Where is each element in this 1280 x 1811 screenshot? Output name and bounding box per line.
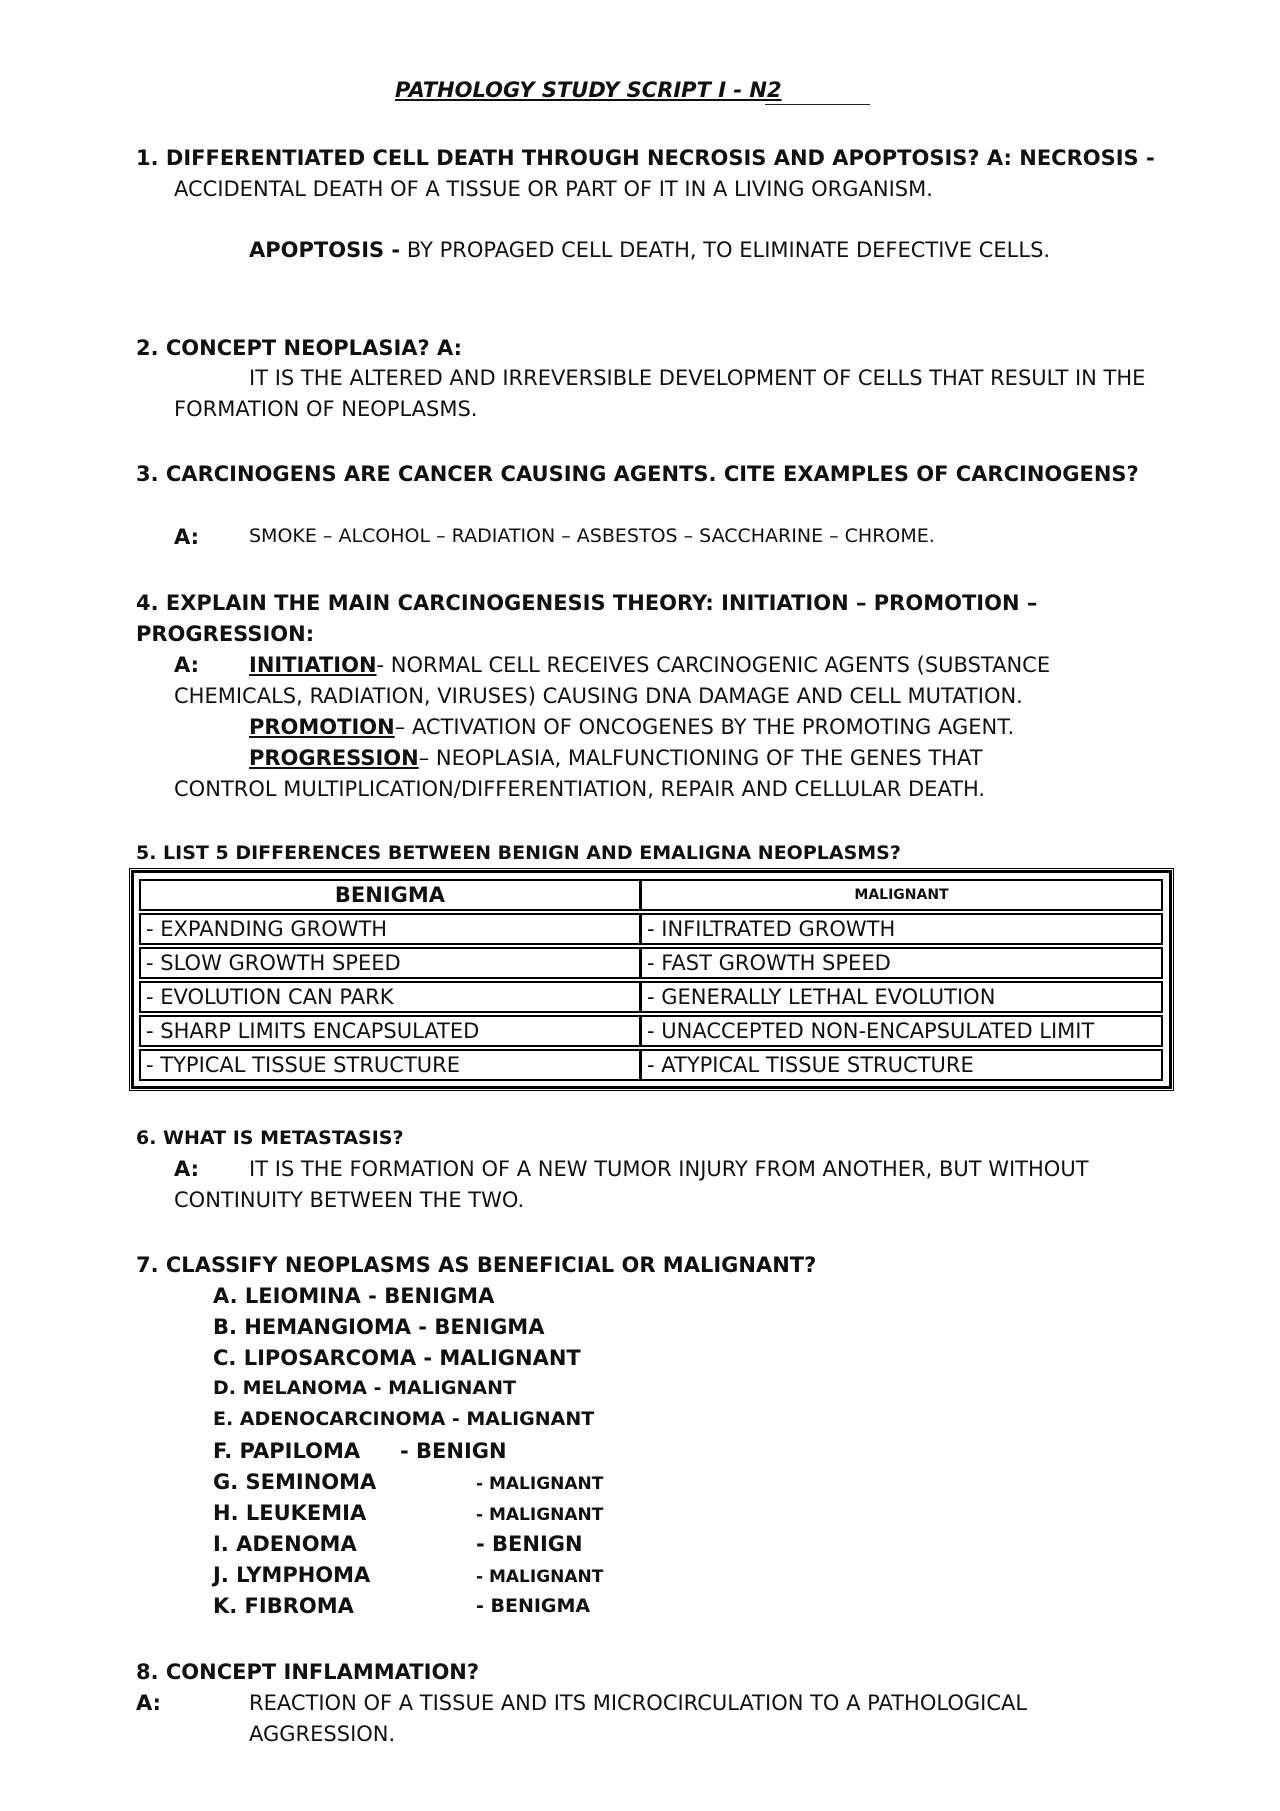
progression-text: – NEOPLASIA, MALFUNCTIONING OF THE GENES THAT [418,746,983,770]
answer-2-line2: FORMATION OF NEOPLASMS. [174,397,478,421]
promotion-text: – ACTIVATION OF ONCOGENES BY THE PROMOTING AGENT. [394,715,1015,739]
initiation-text: - NORMAL CELL RECEIVES CARCINOGENIC AGENTS (SUBSTANCE [376,653,1051,677]
classify-item-e: E. ADENOCARCINOMA - MALIGNANT [213,1408,595,1430]
classify-item-d: D. MELANOMA - MALIGNANT [213,1377,516,1399]
classify-item-g: G. SEMINOMA [213,1470,377,1494]
answer-4-label: A: [174,653,200,677]
progression-label: PROGRESSION [249,746,419,770]
table-cell: - GENERALLY LETHAL EVOLUTION [640,981,1163,1013]
answer-1-apoptosis [249,238,1050,262]
answer-6-line1: IT IS THE FORMATION OF A NEW TUMOR INJURY FROM ANOTHER, BUT WITHOUT [249,1157,1089,1181]
classify-item-j: J. LYMPHOMA [213,1563,371,1587]
table-cell: - SLOW GROWTH SPEED [139,947,641,979]
classify-item-h: H. LEUKEMIA [213,1501,367,1525]
classify-result-h: - MALIGNANT [476,1505,604,1525]
promotion-label: PROMOTION [249,715,395,739]
classify-result-i: - BENIGN [476,1532,583,1556]
classify-result-j: - MALIGNANT [476,1567,604,1587]
document-title: PATHOLOGY STUDY SCRIPT I - N2 [395,78,782,102]
question-3: 3. CARCINOGENS ARE CANCER CAUSING AGENTS. CITE EXAMPLES OF CARCINOGENS? [136,462,1139,486]
initiation-label: INITIATION [249,653,377,677]
classify-item-f: F. PAPILOMA [213,1439,361,1463]
comparison-table [131,870,1172,1089]
classify-item-c: C. LIPOSARCOMA - MALIGNANT [213,1346,581,1370]
classify-result-g: - MALIGNANT [476,1474,604,1494]
apoptosis-text: BY PROPAGED CELL DEATH, TO ELIMINATE DEFECTIVE CELLS. [400,238,1051,262]
answer-2-line1: IT IS THE ALTERED AND IRREVERSIBLE DEVELOPMENT OF CELLS THAT RESULT IN THE [249,366,1146,390]
answer-3-label: A: [174,525,200,549]
table-cell: - EXPANDING GROWTH [139,913,641,945]
answer-4-initiation [249,653,1050,677]
answer-8-label: A: [136,1691,162,1715]
table-cell: - INFILTRATED GROWTH [640,913,1163,945]
answer-6-line2: CONTINUITY BETWEEN THE TWO. [174,1188,525,1212]
question-7: 7. CLASSIFY NEOPLASMS AS BENEFICIAL OR MALIGNANT? [136,1253,817,1277]
table-cell: - UNACCEPTED NON-ENCAPSULATED LIMIT [640,1015,1163,1047]
answer-1-necrosis: ACCIDENTAL DEATH OF A TISSUE OR PART OF IT IN A LIVING ORGANISM. [174,177,933,201]
classify-item-a: A. LEIOMINA - BENIGMA [213,1284,495,1308]
question-2: 2. CONCEPT NEOPLASIA? A: [136,336,463,360]
answer-4-progression [249,746,983,770]
question-6: 6. WHAT IS METASTASIS? [136,1127,404,1149]
table-cell: - TYPICAL TISSUE STRUCTURE [139,1049,641,1081]
table-cell: - ATYPICAL TISSUE STRUCTURE [640,1049,1163,1081]
benign-column [139,879,641,1083]
answer-8-line2: AGGRESSION. [249,1722,396,1746]
question-4-line2: PROGRESSION: [136,622,315,646]
answer-4-progression-cont: CONTROL MULTIPLICATION/DIFFERENTIATION, REPAIR AND CELLULAR DEATH. [174,777,986,801]
table-cell: - SHARP LIMITS ENCAPSULATED [139,1015,641,1047]
table-cell: - EVOLUTION CAN PARK [139,981,641,1013]
table-header-malignant: MALIGNANT [640,879,1163,911]
title-underline [765,104,870,105]
classify-item-k: K. FIBROMA [213,1594,354,1618]
malignant-column [640,879,1163,1083]
question-4-line1: 4. EXPLAIN THE MAIN CARCINOGENESIS THEORY: INITIATION – PROMOTION – [136,591,1038,615]
classify-result-f: - BENIGN [400,1439,507,1463]
answer-3: SMOKE – ALCOHOL – RADIATION – ASBESTOS – SACCHARINE – CHROME. [249,525,935,547]
classify-result-k: - BENIGMA [476,1595,591,1617]
answer-4-promotion [249,715,1014,739]
answer-6-label: A: [174,1157,200,1181]
table-cell: - FAST GROWTH SPEED [640,947,1163,979]
question-8: 8. CONCEPT INFLAMMATION? [136,1660,480,1684]
table-header-benign: BENIGMA [139,879,641,911]
apoptosis-label: APOPTOSIS - [249,238,401,262]
question-5: 5. LIST 5 DIFFERENCES BETWEEN BENIGN AND EMALIGNA NEOPLASMS? [136,842,901,864]
question-1: 1. DIFFERENTIATED CELL DEATH THROUGH NECROSIS AND APOPTOSIS? A: NECROSIS - [136,146,1155,170]
classify-item-i: I. ADENOMA [213,1532,357,1556]
answer-4-initiation-cont: CHEMICALS, RADIATION, VIRUSES) CAUSING DNA DAMAGE AND CELL MUTATION. [174,684,1023,708]
classify-item-b: B. HEMANGIOMA - BENIGMA [213,1315,545,1339]
answer-8-line1: REACTION OF A TISSUE AND ITS MICROCIRCULATION TO A PATHOLOGICAL [249,1691,1028,1715]
